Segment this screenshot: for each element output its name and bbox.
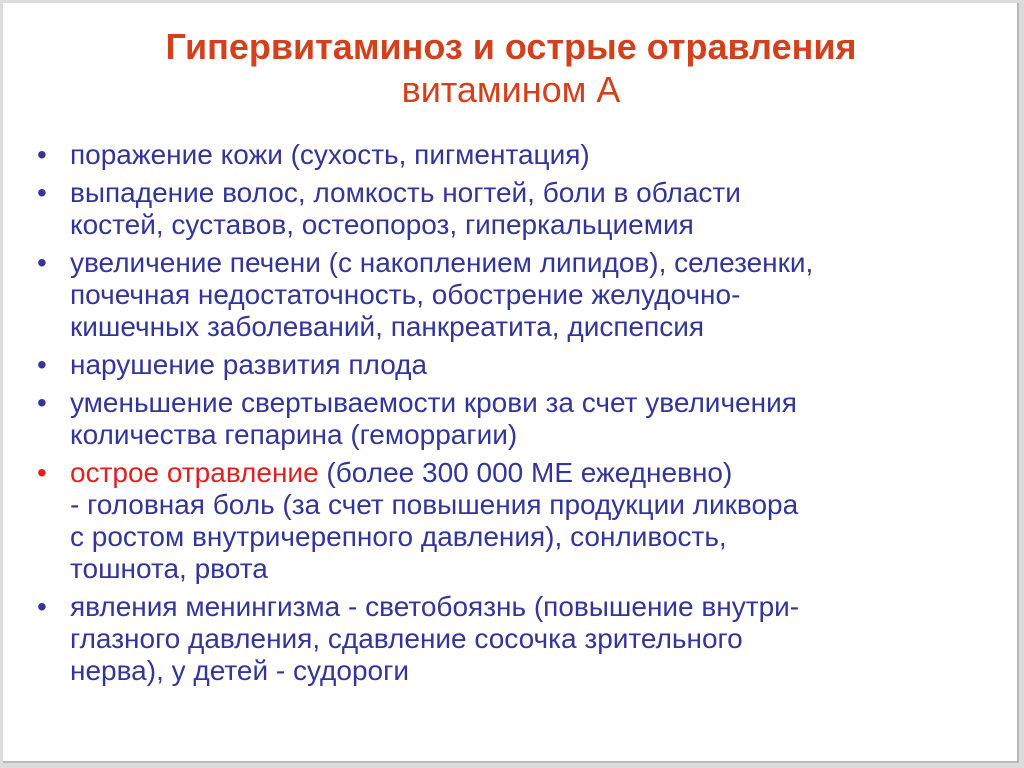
bullet-line: - головная боль (за счет повышения продукции ликвора — [70, 489, 799, 520]
bullet-liver-enlargement — [3, 247, 1019, 343]
bullet-line: глазного давления, сдавление сосочка зрительного — [70, 623, 743, 654]
bullet-dot-icon: • — [37, 457, 47, 488]
bullet-line: количества гепарина (геморрагии) — [70, 419, 518, 450]
bullet-line: нарушение развития плода — [70, 349, 428, 380]
bullet-dot-icon: • — [37, 591, 47, 622]
bullet-acute-poisoning — [3, 457, 1019, 585]
bullet-line: поражение кожи (сухость, пигментация) — [70, 139, 590, 170]
bullet-dot-icon: • — [37, 177, 47, 208]
bullet-line: кишечных заболеваний, панкреатита, диспепсия — [70, 311, 705, 342]
title-line-1: Гипервитаминоз и острые отравления — [165, 26, 857, 67]
slide-title — [3, 25, 1019, 111]
bullet-line — [70, 457, 999, 489]
bullet-dot-icon: • — [37, 349, 47, 380]
bullet-line: уменьшение свертываемости крови за счет увеличения — [70, 387, 797, 418]
bullet-blood-clotting — [3, 387, 1019, 451]
bullet-dot-icon: • — [37, 387, 47, 418]
acute-poisoning-highlight: острое отравление — [70, 457, 319, 488]
bullet-line: нерва), у детей - судороги — [70, 655, 409, 686]
bullet-skin-damage — [3, 139, 1019, 171]
title-line-2: витамином А — [401, 69, 621, 110]
bullet-line: выпадение волос, ломкость ногтей, боли в области — [70, 177, 741, 208]
bullet-hair-loss — [3, 177, 1019, 241]
bullet-dot-icon: • — [37, 247, 47, 278]
bullet-list — [3, 139, 1019, 693]
bullet-line: тошнота, рвота — [70, 553, 268, 584]
bullet-line: костей, суставов, остеопороз, гиперкальциемия — [70, 209, 694, 240]
acute-poisoning-dose: (более 300 000 МЕ ежедневно) — [318, 457, 733, 488]
bullet-line: явления менингизма - светобоязнь (повышение внутри- — [70, 591, 800, 622]
bullet-meningism — [3, 591, 1019, 687]
bullet-line: почечная недостаточность, обострение желудочно- — [70, 279, 741, 310]
bullet-line: увеличение печени (с накоплением липидов), селезенки, — [70, 247, 814, 278]
slide — [3, 3, 1019, 763]
bullet-dot-icon: • — [37, 139, 47, 170]
bullet-fetal-development — [3, 349, 1019, 381]
bullet-line: с ростом внутричерепного давления), сонливость, — [70, 521, 727, 552]
